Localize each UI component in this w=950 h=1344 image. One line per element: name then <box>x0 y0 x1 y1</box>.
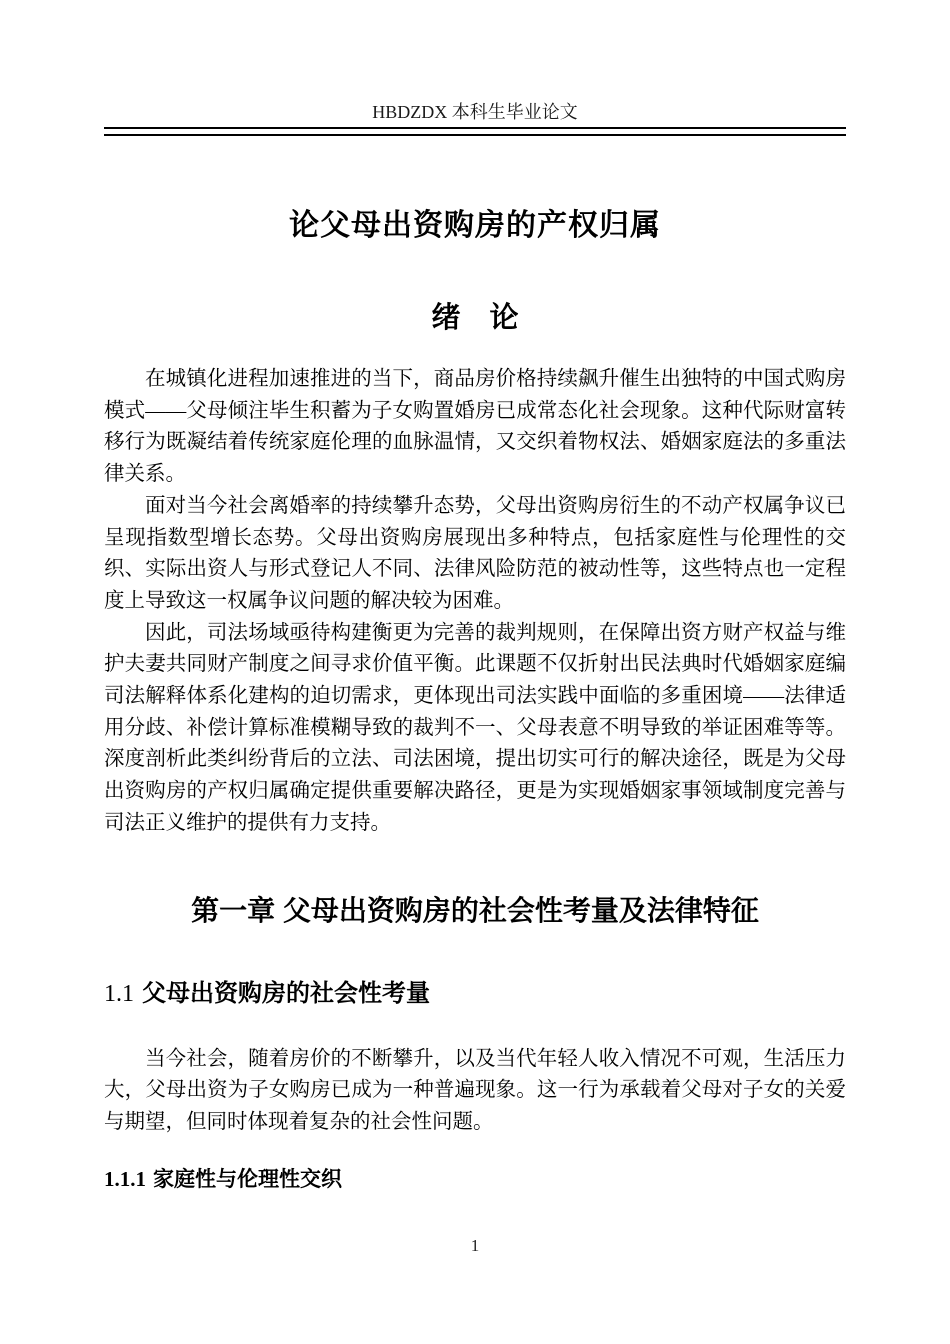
section-heading <box>104 978 846 1010</box>
subsection-title: 家庭性与伦理性交织 <box>153 1167 342 1191</box>
section-title: 父母出资购房的社会性考量 <box>142 979 430 1007</box>
subsection-heading <box>104 1165 846 1194</box>
subsection-number: 1.1.1 <box>104 1166 146 1191</box>
section-paragraph: 当今社会，随着房价的不断攀升，以及当代年轻人收入情况不可观，生活压力大，父母出资为子女购房已成为一种普遍现象。这一行为承载着父母对子女的关爱与期望，但同时体现着复杂的社会性问题。 <box>104 1047 846 1133</box>
header-double-rule <box>104 127 846 136</box>
intro-paragraph-3: 因此，司法场域亟待构建衡更为完善的裁判规则，在保障出资方财产权益与维护夫妻共同财产制度之间寻求价值平衡。此课题不仅折射出民法典时代婚姻家庭编司法解释体系化建构的迫切需求，更体现出司法实践中面临的多重困境——法律适用分歧、补偿计算标准模糊导致的裁判不一、父母表意不明导致的举证困难等等。深度剖析此类纠纷背后的立法、司法困境，提出切实可行的解决途径，既是为父母出资购房的产权归属确定提供重要解决路径，更是为实现婚姻家事领域制度完善与司法正义维护的提供有力支持。 <box>104 621 846 834</box>
page-number: 1 <box>470 1236 480 1255</box>
intro-paragraph-2: 面对当今社会离婚率的持续攀升态势，父母出资购房衍生的不动产权属争议已呈现指数型增长态势。父母出资购房展现出多种特点，包括家庭性与伦理性的交织、实际出资人与形式登记人不同、法律风险防范的被动性等，这些特点也一定程度上导致这一权属争议问题的解决较为困难。 <box>104 494 846 612</box>
intro-paragraph-1: 在城镇化进程加速推进的当下，商品房价格持续飙升催生出独特的中国式购房模式——父母倾注毕生积蓄为子女购置婚房已成常态化社会现象。这种代际财富转移行为既凝结着传统家庭伦理的血脉温情，又交织着物权法、婚姻家庭法的多重法律关系。 <box>104 368 846 486</box>
content-column <box>104 0 846 1194</box>
intro-body <box>104 364 846 840</box>
chapter-heading: 第一章 父母出资购房的社会性考量及法律特征 <box>191 894 759 926</box>
intro-heading: 绪 论 <box>431 302 519 334</box>
section-number: 1.1 <box>104 980 134 1007</box>
running-header: HBDZDX 本科生毕业论文 <box>372 102 578 122</box>
document-title: 论父母出资购房的产权归属 <box>289 209 661 242</box>
